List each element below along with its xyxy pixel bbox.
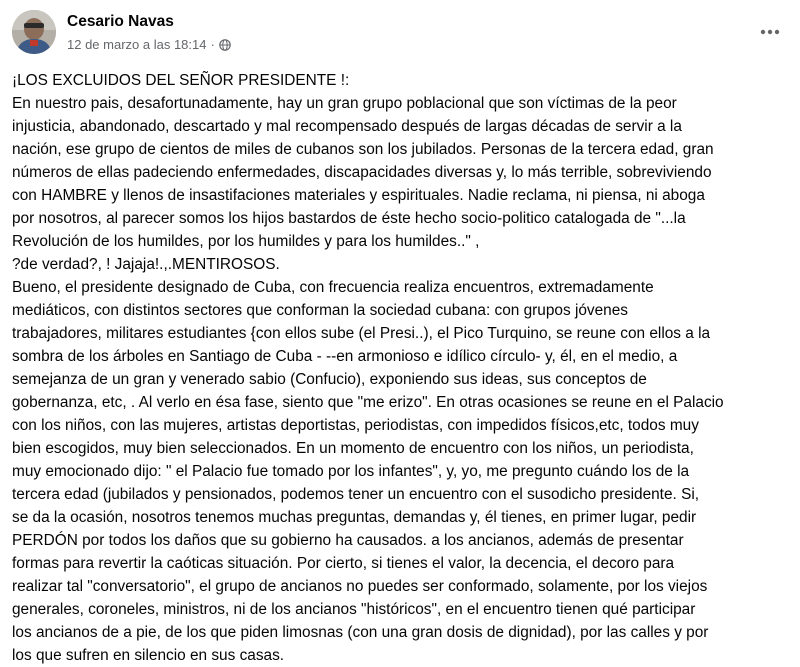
post-text-line: tercera edad (jubilados y pensionados, podemos tener un encuentro con el susodicho presidente. Si, [12, 486, 700, 503]
more-horizontal-icon [760, 29, 780, 35]
post-text [12, 69, 792, 667]
post-text-line: trabajadores, militares estudiantes {con ellos sube (el Presi..), el Pico Turquino, se reune con ellos a la [12, 325, 711, 342]
post-text-line: generales, coroneles, ministros, ni de los ancianos "históricos", en el encuentro tienen qué participar [12, 601, 696, 618]
avatar[interactable] [12, 10, 56, 54]
post-text-line: injusticia, abandonado, descartado y mal recompensado después de largas décadas de servir a la [12, 118, 682, 135]
post-text-line: con HAMBRE y llenos de insastifaciones materiales y espirituales. Nadie reclama, ni piensa, ni aboga [12, 187, 705, 204]
post-text-line: por nosotros, al parecer somos los hijos bastardos de éste hecho socio-politico catalogada de "...la [12, 210, 686, 227]
post-text-line: gobernanza, etc, . Al verlo en ésa fase, siento que "me erizo". En otras ocasiones se reune en el Palacio [12, 394, 724, 411]
post-text-line: PERDÓN por todos los daños que su gobierno ha causados. a los ancianos, además de presentar [12, 532, 684, 549]
post-text-line: mediáticos, con distintos sectores que conforman la sociedad cubana: con grupos jóvenes [12, 302, 628, 319]
post-text-line: números de ellas padeciendo enfermedades, discapacidades diversas y, lo más terrible, sobreviviendo [12, 164, 712, 181]
post-timestamp[interactable]: 12 de marzo a las 18:14 [67, 37, 207, 52]
meta-separator: · [210, 37, 215, 52]
post-text-line: ¡LOS EXCLUIDOS DEL SEÑOR PRESIDENTE !: [12, 72, 350, 89]
avatar-photo [12, 10, 56, 54]
post-text-line: muy emocionado dijo: " el Palacio fue tomado por los infantes", y, yo, me pregunto cuándo los de la [12, 463, 690, 480]
post-text-line: Bueno, el presidente designado de Cuba, con frecuencia realiza encuentros, extremadamente [12, 279, 654, 296]
post-text-line: Revolución de los humildes, por los humildes y para los humildes.." , [12, 233, 480, 250]
post-text-line: sombra de los árboles en Santiago de Cuba - --en armonioso e idílico círculo- y, él, en el medio, a [12, 348, 678, 365]
post-text-line: se da la ocasión, nosotros tenemos muchas preguntas, demandas y, él tienes, en primer lugar, pedir [12, 509, 697, 526]
post-text-line: los que sufren en silencio en sus casas. [12, 647, 285, 664]
post-text-line: los ancianos de a pie, de los que piden limosnas (con una gran dosis de dignidad), por las calles y por [12, 624, 709, 641]
post-text-line: semejanza de un gran y venerado sabio (Confucio), exponiendo sus ideas, sus conceptos de [12, 371, 647, 388]
post-header [12, 8, 788, 58]
post-text-line: realizar tal "conversatorio", el grupo de ancianos no puedes ser conformado, solamente, por los viejos [12, 578, 708, 595]
more-options-button[interactable] [752, 14, 788, 50]
globe-icon[interactable] [219, 39, 231, 51]
post-text-line: con los niños, con las mujeres, artistas deportistas, periodistas, con impedidos físicos,etc, todos muy [12, 417, 699, 434]
post-text-line: formas para revertir la caóticas situación. Por cierto, si tienes el valor, la decencia, el decoro para [12, 555, 675, 572]
post-text-line: En nuestro pais, desafortunadamente, hay un gran grupo poblacional que son víctimas de la peor [12, 95, 677, 112]
author-name[interactable]: Cesario Navas [67, 13, 174, 30]
post-text-line: ?de verdad?, ! Jajaja!.,.MENTIROSOS. [12, 256, 280, 273]
post-meta [67, 37, 231, 52]
post-text-line: bien escogidos, muy bien seleccionados. En un momento de encuentro con los niños, un periodista, [12, 440, 694, 457]
post-text-line: nación, ese grupo de cientos de miles de cubanos son los jubilados. Personas de la tercera edad, gran [12, 141, 714, 158]
